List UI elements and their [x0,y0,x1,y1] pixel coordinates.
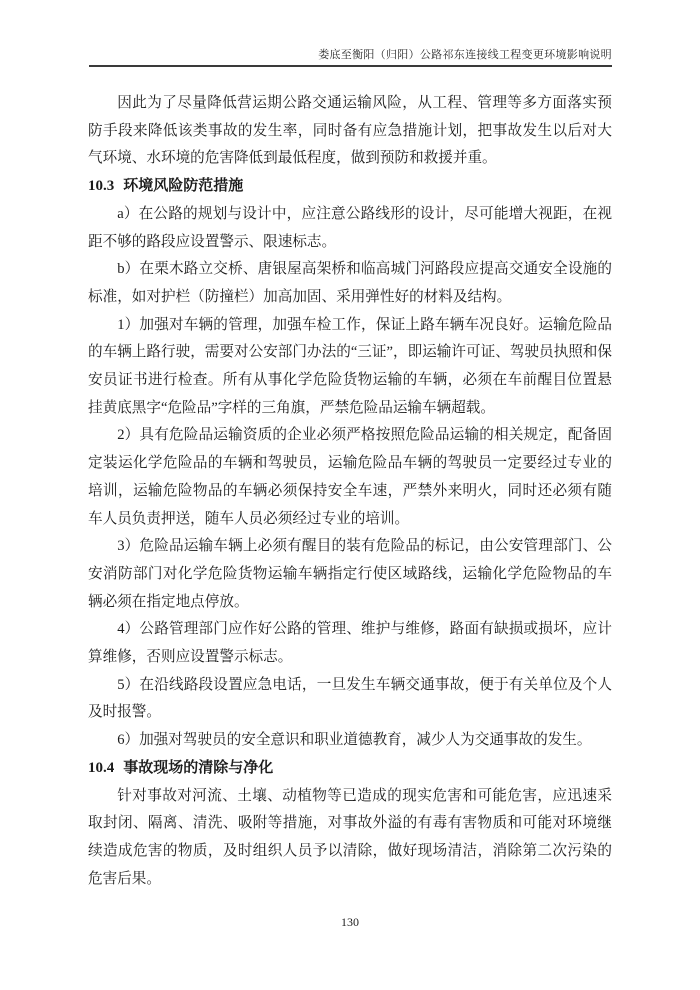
header-title: 娄底至衡阳（归阳）公路祁东连接线工程变更环境影响说明 [318,49,612,61]
paragraph: 6）加强对驾驶员的安全意识和职业道德教育，减少人为交通事故的发生。 [117,732,592,749]
paragraph: 3）危险品运输车辆上必须有醒目的装有危险品的标记，由公安管理部门、公安消防部门对化学危险货物运输车辆指定行使区域路线，运输化学危险物品的车辆必须在指定地点停放。 [88,538,612,610]
section-title: 事故现场的清除与净化 [123,759,274,776]
section-number: 10.3 [88,178,115,195]
page-number: 130 [341,915,359,929]
page-footer [0,915,700,930]
section-title: 环境风险防范措施 [123,178,244,195]
paragraph: 2）具有危险品运输资质的企业必须严格按照危险品运输的相关规定，配备固定装运化学危险品的车辆和驾驶员，运输危险品车辆的驾驶员一定要经过专业的培训，运输危险物品的车辆必须保持安全车速，严禁外来明火，同时还必须有随车人员负责押送，随车人员必须经过专业的培训。 [88,427,612,527]
paragraph: a）在公路的规划与设计中，应注意公路线形的设计，尽可能增大视距，在视距不够的路段应设置警示、限速标志。 [88,205,612,250]
section-heading-10-4 [88,755,612,783]
section-number: 10.4 [88,759,115,776]
paragraph: b）在栗木路立交桥、唐银屋高架桥和临高城门河路段应提高交通安全设施的标准，如对护栏（防撞栏）加高加固、采用弹性好的材料及结构。 [88,261,612,305]
paragraph: 因此为了尽量降低营运期公路交通运输风险，从工程、管理等多方面落实预防手段来降低该类事故的发生率，同时备有应急措施计划，把事故发生以后对大气环境、水环境的危害降低到最低程度，做到预防和救援并重。 [88,95,612,167]
paragraph: 针对事故对河流、土壤、动植物等已造成的现实危害和可能危害，应迅速采取封闭、隔离、清洗、吸附等措施，对事故外溢的有毒有害物质和可能对环境继续造成危害的物质，及时组织人员予以清除，做好现场清洁，消除第二次污染的危害后果。 [88,787,612,887]
page-header [89,46,612,67]
paragraph: 1）加强对车辆的管理，加强车检工作，保证上路车辆车况良好。运输危险品的车辆上路行驶，需要对公安部门办法的“三证”，即运输许可证、驾驶员执照和保安员证书进行检查。所有从事化学危险货物运输的车辆，必须在车前醒目位置悬挂黄底黑字“危险品”字样的三角旗，严禁危险品运输车辆超载。 [88,316,612,416]
document-body [88,90,612,893]
paragraph: 5）在沿线路段设置应急电话，一旦发生车辆交通事故，便于有关单位及个人及时报警。 [88,676,612,721]
paragraph: 4）公路管理部门应作好公路的管理、维护与维修，路面有缺损或损坏，应计算维修，否则应设置警示标志。 [88,621,612,666]
header-rule [89,65,612,67]
section-heading-10-3 [88,173,612,201]
